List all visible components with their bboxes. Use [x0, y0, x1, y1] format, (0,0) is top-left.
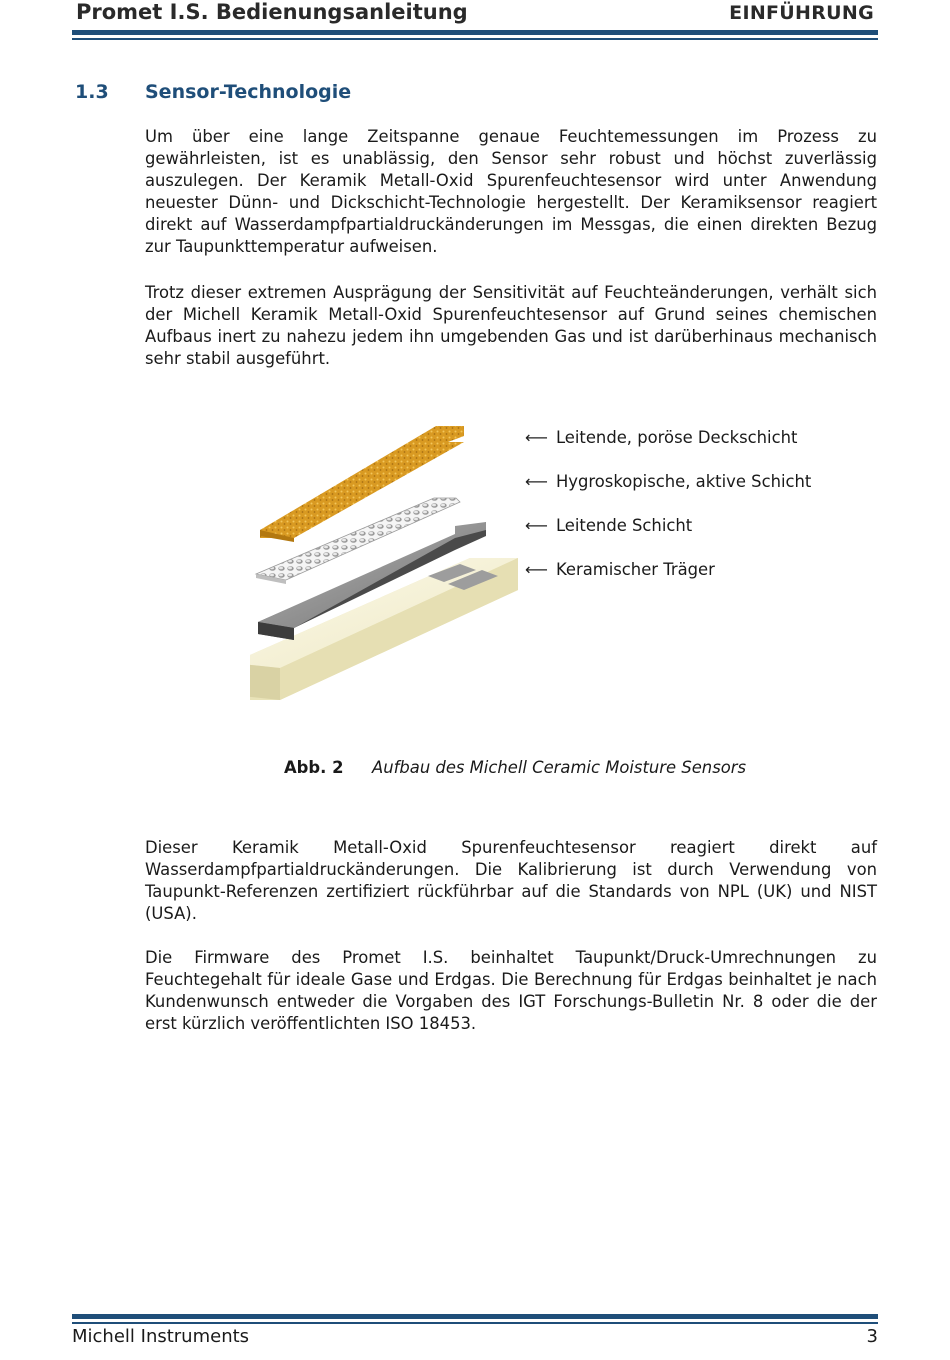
page-number: 3	[866, 1326, 878, 1347]
arrow-left-icon: ⟵	[525, 472, 548, 491]
chapter-title: EINFÜHRUNG	[729, 2, 874, 24]
layer-label-text: Leitende Schicht	[555, 516, 693, 535]
figure-caption	[284, 758, 747, 777]
footer-rule	[72, 1314, 878, 1319]
layer-label-conductive	[525, 516, 692, 535]
paragraph-calibration: Dieser Keramik Metall-Oxid Spurenfeuchtesensor reagiert direkt auf Wasserdampfpartialdruckänderungen. Die Kalibrierung ist durch Verwendung von Taupunkt-Referenzen zertifiziert rückführbar auf die Standards von NPL (UK) und NIST (USA).	[145, 838, 877, 923]
header-rule	[72, 30, 878, 35]
hygroscopic-layer	[256, 498, 460, 584]
paragraph-firmware: Die Firmware des Promet I.S. beinhaltet Taupunkt/Druck-Umrechnungen zu Feuchtegehalt für ideale Gase und Erdgas. Die Berechnung für Erdgas beinhaltet je nach Kundenwunsch entweder die Vorgaben des IGT Forschungs-Bulletin Nr. 8 oder die der erst kürzlich veröffentlichten ISO 18453.	[145, 948, 877, 1033]
arrow-left-icon: ⟵	[525, 516, 548, 535]
arrow-left-icon: ⟵	[525, 560, 548, 579]
document-title: Promet I.S. Bedienungsanleitung	[76, 0, 468, 24]
figure-caption-text: Aufbau des Michell Ceramic Moisture Sensors	[372, 758, 747, 777]
layer-label-ceramic	[525, 560, 715, 579]
sensor-layer-figure	[250, 418, 850, 718]
layer-label-text: Keramischer Träger	[555, 560, 715, 579]
arrow-left-icon: ⟵	[525, 428, 548, 447]
layer-label-text: Leitende, poröse Deckschicht	[555, 428, 798, 447]
page-header	[72, 0, 878, 44]
page-footer	[72, 1314, 878, 1354]
paragraph-intro: Um über eine lange Zeitspanne genaue Feuchtemessungen im Prozess zu gewährleisten, ist es unablässig, den Sensor sehr robust und höchst zuverlässig auszulegen. Der Keramik Metall-Oxid Spurenfeuchtesensor wird unter Anwendung neuester Dünn- und Dickschicht-Technologie hergestellt. Der Keramiksensor reagiert direkt auf Wasserdampfpartialdruckänderungen im Messgas, die einen direkten Bezug zur Taupunkttemperatur aufweisen.	[145, 127, 877, 256]
layer-label-hygroscopic	[525, 472, 811, 491]
company-name: Michell Instruments	[72, 1326, 250, 1347]
paragraph-sensitivity: Trotz dieser extremen Ausprägung der Sensitivität auf Feuchteänderungen, verhält sich der Michell Keramik Metall-Oxid Spurenfeuchtesensor auf Grund seines chemischen Aufbaus inert zu nahezu jedem ihn umgebenden Gas und ist darüberhinaus mechanisch sehr stabil ausgeführt.	[145, 283, 877, 368]
porous-top-layer	[260, 426, 464, 542]
section-number: 1.3	[75, 81, 109, 103]
figure-number: Abb. 2	[284, 758, 344, 777]
layer-label-porous	[525, 428, 797, 447]
header-rule-thin	[72, 38, 878, 40]
section-title: Sensor-Technologie	[145, 81, 352, 103]
layer-label-text: Hygroskopische, aktive Schicht	[555, 472, 812, 491]
footer-rule-thin	[72, 1322, 878, 1324]
